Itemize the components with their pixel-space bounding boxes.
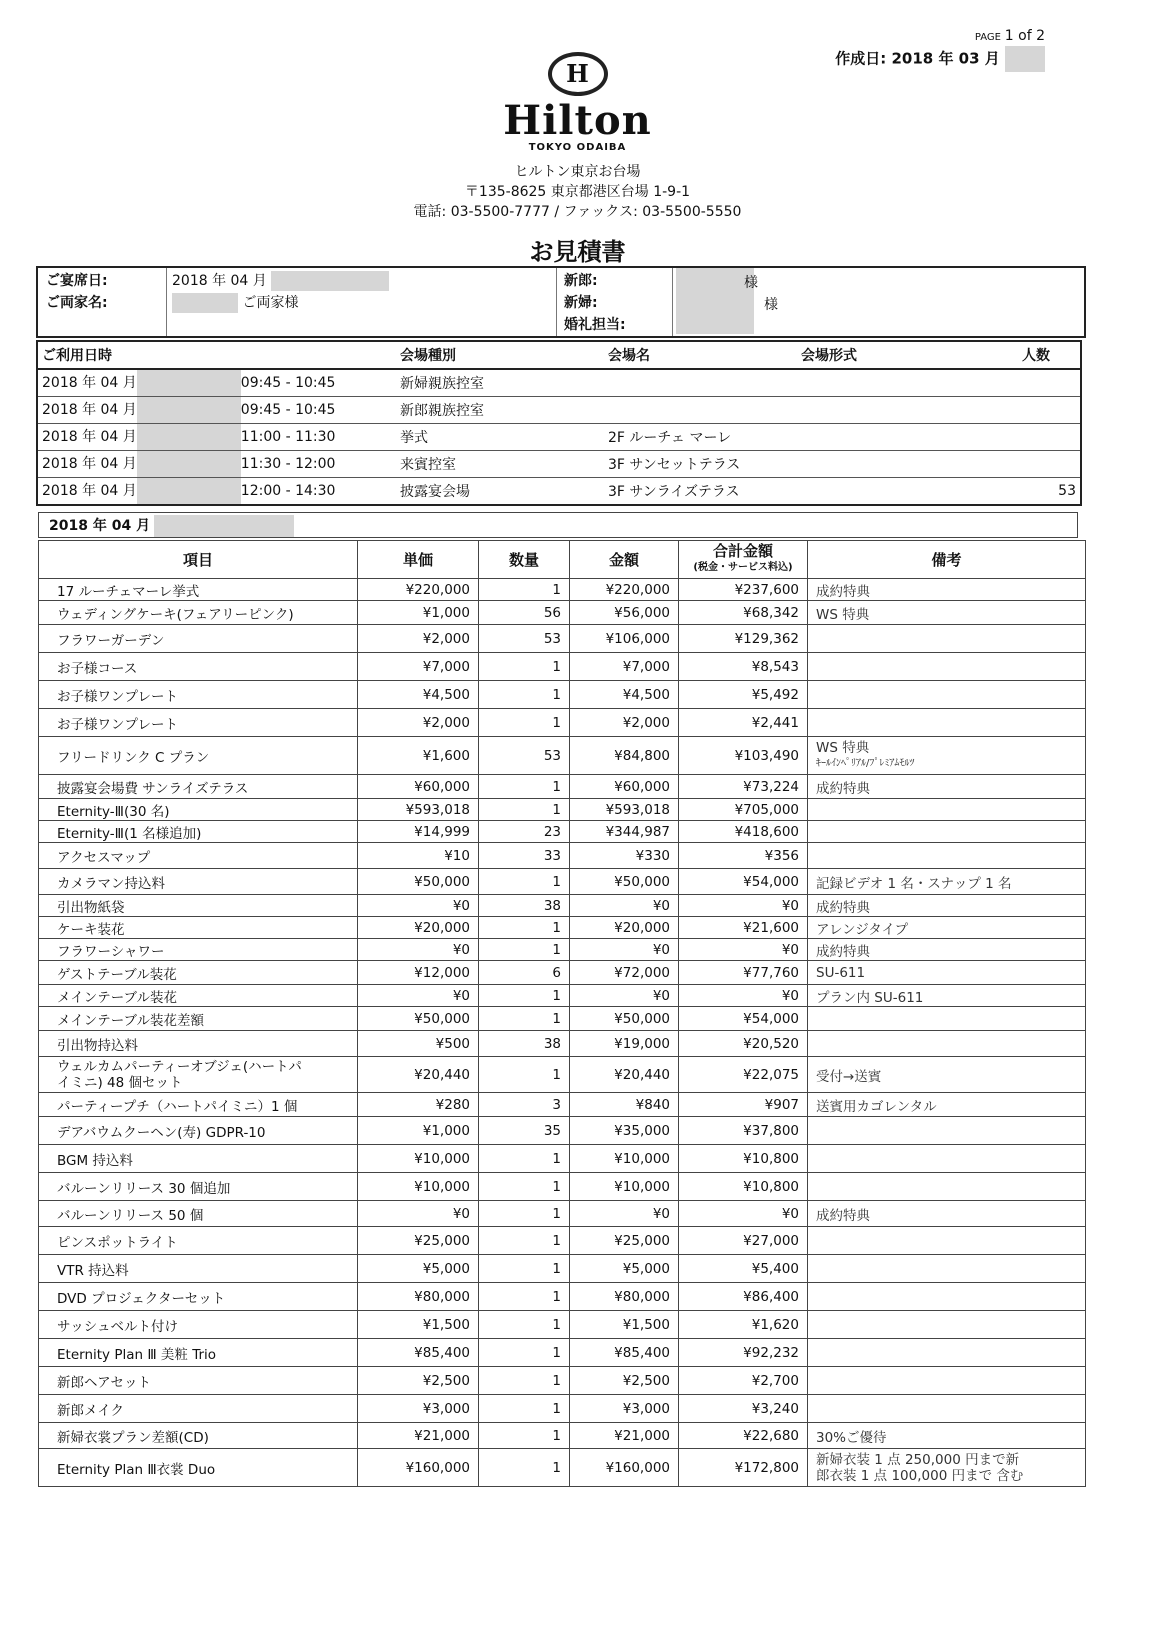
note-cell: 送賓用カゴレンタル — [808, 1093, 1086, 1117]
quantity-cell: 1 — [479, 579, 570, 601]
note-cell: 成約特典 — [808, 895, 1086, 917]
note-cell — [808, 1255, 1086, 1283]
total-cell: ¥0 — [679, 985, 808, 1007]
item-cell: ウェディングケーキ(フェアリーピンク) — [39, 601, 358, 625]
schedule-header-row — [37, 341, 1081, 369]
total-cell: ¥22,075 — [679, 1057, 808, 1093]
item-cell: 新婦衣裳プラン差額(CD) — [39, 1423, 358, 1449]
quantity-cell: 1 — [479, 917, 570, 939]
unit-price-cell: ¥10,000 — [358, 1173, 479, 1201]
table-row — [39, 601, 1086, 625]
total-cell: ¥8,543 — [679, 653, 808, 681]
item-cell: バルーンリリース 50 個 — [39, 1201, 358, 1227]
quantity-cell: 38 — [479, 1031, 570, 1057]
unit-price-cell: ¥10 — [358, 843, 479, 869]
total-cell: ¥705,000 — [679, 799, 808, 821]
amount-cell: ¥50,000 — [570, 1007, 679, 1031]
note-cell — [808, 1117, 1086, 1145]
item-cell: ウェルカムパーティーオブジェ(ハートパ イミニ) 48 個セット — [39, 1057, 358, 1093]
venue-schedule-table — [36, 340, 1082, 506]
item-cell: お子様ワンプレート — [39, 681, 358, 709]
col-guest-count: 人数 — [995, 341, 1081, 369]
total-cell: ¥0 — [679, 939, 808, 961]
note-cell — [808, 1007, 1086, 1031]
schedule-row: 2018 年 04 月 09:45 - 10:45 新郎親族控室 — [37, 397, 1081, 424]
amount-cell: ¥106,000 — [570, 625, 679, 653]
bride-label: 新婦: — [564, 295, 598, 311]
note-cell — [808, 799, 1086, 821]
amount-cell: ¥220,000 — [570, 579, 679, 601]
amount-cell: ¥0 — [570, 985, 679, 1007]
items-header-row — [39, 541, 1086, 579]
quantity-cell: 23 — [479, 821, 570, 843]
item-cell: フリードリンク C プラン — [39, 737, 358, 775]
note-cell — [808, 1367, 1086, 1395]
table-row — [39, 1395, 1086, 1423]
table-row — [39, 737, 1086, 775]
family-name-value: ご両家様 — [172, 292, 552, 314]
total-cell: ¥356 — [679, 843, 808, 869]
table-row — [39, 985, 1086, 1007]
item-cell: バルーンリリース 30 個追加 — [39, 1173, 358, 1201]
table-row — [39, 917, 1086, 939]
amount-cell: ¥2,500 — [570, 1367, 679, 1395]
table-row — [39, 653, 1086, 681]
table-row — [39, 939, 1086, 961]
quantity-cell: 1 — [479, 985, 570, 1007]
hotel-address: 〒135-8625 東京都港区台場 1-9-1 — [464, 184, 691, 200]
table-row — [39, 579, 1086, 601]
hilton-mark-icon: H — [548, 52, 608, 96]
unit-price-cell: ¥593,018 — [358, 799, 479, 821]
item-cell: Eternity Plan Ⅲ 美粧 Trio — [39, 1339, 358, 1367]
quantity-cell: 3 — [479, 1093, 570, 1117]
quantity-cell: 53 — [479, 625, 570, 653]
quantity-cell: 35 — [479, 1117, 570, 1145]
unit-price-cell: ¥10,000 — [358, 1145, 479, 1173]
quantity-cell: 1 — [479, 939, 570, 961]
note-cell — [808, 1311, 1086, 1339]
table-row — [39, 895, 1086, 917]
total-cell: ¥54,000 — [679, 1007, 808, 1031]
total-cell: ¥77,760 — [679, 961, 808, 985]
quantity-cell: 1 — [479, 1173, 570, 1201]
unit-price-cell: ¥50,000 — [358, 869, 479, 895]
items-month-header: 2018 年 04 月 — [38, 512, 1078, 538]
amount-cell: ¥56,000 — [570, 601, 679, 625]
note-cell — [808, 709, 1086, 737]
table-row — [39, 1255, 1086, 1283]
amount-cell: ¥60,000 — [570, 775, 679, 799]
amount-cell: ¥5,000 — [570, 1255, 679, 1283]
table-row — [39, 1007, 1086, 1031]
banquet-date-label: ご宴席日: — [46, 273, 108, 289]
note-cell — [808, 843, 1086, 869]
unit-price-cell: ¥20,440 — [358, 1057, 479, 1093]
col-amount: 金額 — [570, 541, 679, 579]
total-cell: ¥73,224 — [679, 775, 808, 799]
note-cell: WS 特典 ｷｰﾙｲﾝﾍﾟﾘｱﾙ/ﾌﾟﾚﾐｱﾑﾓﾙﾂ — [808, 737, 1086, 775]
table-row — [39, 681, 1086, 709]
table-row — [39, 1117, 1086, 1145]
col-venue-type: 会場種別 — [396, 341, 604, 369]
item-cell: メインテーブル装花差額 — [39, 1007, 358, 1031]
amount-cell: ¥10,000 — [570, 1145, 679, 1173]
customer-info-box — [36, 266, 1086, 338]
quantity-cell: 1 — [479, 1201, 570, 1227]
total-cell: ¥2,441 — [679, 709, 808, 737]
total-cell: ¥54,000 — [679, 869, 808, 895]
note-cell: プラン内 SU-611 — [808, 985, 1086, 1007]
item-cell: Eternity-Ⅲ(1 名様追加) — [39, 821, 358, 843]
amount-cell: ¥20,440 — [570, 1057, 679, 1093]
quantity-cell: 1 — [479, 1395, 570, 1423]
total-cell: ¥2,700 — [679, 1367, 808, 1395]
item-cell: 引出物持込料 — [39, 1031, 358, 1057]
item-cell: 引出物紙袋 — [39, 895, 358, 917]
col-datetime: ご利用日時 — [37, 341, 396, 369]
note-cell — [808, 1031, 1086, 1057]
total-cell: ¥20,520 — [679, 1031, 808, 1057]
quantity-cell: 1 — [479, 1423, 570, 1449]
total-cell: ¥103,490 — [679, 737, 808, 775]
table-row — [39, 869, 1086, 895]
col-quantity: 数量 — [479, 541, 570, 579]
quantity-cell: 6 — [479, 961, 570, 985]
item-cell: デアバウムクーヘン(寿) GDPR-10 — [39, 1117, 358, 1145]
note-cell: 受付→送賓 — [808, 1057, 1086, 1093]
amount-cell: ¥3,000 — [570, 1395, 679, 1423]
note-cell — [808, 653, 1086, 681]
item-cell: カメラマン持込料 — [39, 869, 358, 895]
amount-cell: ¥1,500 — [570, 1311, 679, 1339]
total-cell: ¥37,800 — [679, 1117, 808, 1145]
note-cell — [808, 681, 1086, 709]
note-cell — [808, 1145, 1086, 1173]
table-row — [39, 1145, 1086, 1173]
table-row — [39, 1449, 1086, 1487]
amount-cell: ¥84,800 — [570, 737, 679, 775]
item-cell: 17 ルーチェマーレ挙式 — [39, 579, 358, 601]
quantity-cell: 56 — [479, 601, 570, 625]
quantity-cell: 1 — [479, 653, 570, 681]
bride-value: 様 — [764, 297, 778, 313]
item-cell: アクセスマップ — [39, 843, 358, 869]
quantity-cell: 1 — [479, 869, 570, 895]
quantity-cell: 1 — [479, 1283, 570, 1311]
table-row — [39, 625, 1086, 653]
logo-subtitle: TOKYO ODAIBA — [528, 142, 627, 153]
groom-label: 新郎: — [564, 273, 598, 289]
page-title: お見積書 — [529, 238, 626, 266]
col-item: 項目 — [39, 541, 358, 579]
note-cell: 記録ビデオ 1 名・スナップ 1 名 — [808, 869, 1086, 895]
unit-price-cell: ¥21,000 — [358, 1423, 479, 1449]
item-cell: ピンスポットライト — [39, 1227, 358, 1255]
quantity-cell: 1 — [479, 1227, 570, 1255]
quantity-cell: 1 — [479, 1311, 570, 1339]
unit-price-cell: ¥0 — [358, 1201, 479, 1227]
note-cell: 成約特典 — [808, 939, 1086, 961]
total-cell: ¥907 — [679, 1093, 808, 1117]
col-venue-style: 会場形式 — [797, 341, 995, 369]
quantity-cell: 1 — [479, 1339, 570, 1367]
table-row — [39, 1339, 1086, 1367]
created-date: 作成日: 2018 年 03 月 — [835, 46, 1045, 72]
amount-cell: ¥330 — [570, 843, 679, 869]
quantity-cell: 1 — [479, 1449, 570, 1487]
amount-cell: ¥80,000 — [570, 1283, 679, 1311]
unit-price-cell: ¥220,000 — [358, 579, 479, 601]
quantity-cell: 38 — [479, 895, 570, 917]
unit-price-cell: ¥25,000 — [358, 1227, 479, 1255]
unit-price-cell: ¥160,000 — [358, 1449, 479, 1487]
item-cell: お子様コース — [39, 653, 358, 681]
unit-price-cell: ¥3,000 — [358, 1395, 479, 1423]
schedule-row: 2018 年 04 月 12:00 - 14:30 披露宴会場 3F サンライズテラス 53 — [37, 478, 1081, 506]
unit-price-cell: ¥500 — [358, 1031, 479, 1057]
note-cell: 成約特典 — [808, 1201, 1086, 1227]
unit-price-cell: ¥2,000 — [358, 709, 479, 737]
quantity-cell: 1 — [479, 1255, 570, 1283]
banquet-date-value: 2018 年 04 月 — [172, 270, 552, 292]
item-cell: DVD プロジェクターセット — [39, 1283, 358, 1311]
quantity-cell: 33 — [479, 843, 570, 869]
note-cell — [808, 1227, 1086, 1255]
amount-cell: ¥160,000 — [570, 1449, 679, 1487]
table-row — [39, 1201, 1086, 1227]
total-cell: ¥237,600 — [679, 579, 808, 601]
item-cell: フラワーシャワー — [39, 939, 358, 961]
total-cell: ¥3,240 — [679, 1395, 808, 1423]
total-cell: ¥1,620 — [679, 1311, 808, 1339]
note-cell: WS 特典 — [808, 601, 1086, 625]
note-cell — [808, 1339, 1086, 1367]
amount-cell: ¥0 — [570, 939, 679, 961]
quantity-cell: 1 — [479, 1007, 570, 1031]
quantity-cell: 1 — [479, 1145, 570, 1173]
amount-cell: ¥2,000 — [570, 709, 679, 737]
item-cell: Eternity-Ⅲ(30 名) — [39, 799, 358, 821]
item-cell: サッシュベルト付け — [39, 1311, 358, 1339]
note-cell — [808, 821, 1086, 843]
table-row — [39, 799, 1086, 821]
note-cell: 成約特典 — [808, 579, 1086, 601]
table-row — [39, 1423, 1086, 1449]
table-row — [39, 1057, 1086, 1093]
amount-cell: ¥840 — [570, 1093, 679, 1117]
item-cell: メインテーブル装花 — [39, 985, 358, 1007]
total-cell: ¥68,342 — [679, 601, 808, 625]
unit-price-cell: ¥0 — [358, 985, 479, 1007]
amount-cell: ¥85,400 — [570, 1339, 679, 1367]
note-cell: 成約特典 — [808, 775, 1086, 799]
total-cell: ¥418,600 — [679, 821, 808, 843]
quantity-cell: 1 — [479, 1367, 570, 1395]
unit-price-cell: ¥1,500 — [358, 1311, 479, 1339]
quantity-cell: 1 — [479, 1057, 570, 1093]
schedule-row: 2018 年 04 月 11:30 - 12:00 来賓控室 3F サンセットテラス — [37, 451, 1081, 478]
unit-price-cell: ¥50,000 — [358, 1007, 479, 1031]
item-cell: VTR 持込料 — [39, 1255, 358, 1283]
item-cell: 披露宴会場費 サンライズテラス — [39, 775, 358, 799]
unit-price-cell: ¥5,000 — [358, 1255, 479, 1283]
total-cell: ¥10,800 — [679, 1173, 808, 1201]
amount-cell: ¥50,000 — [570, 869, 679, 895]
unit-price-cell: ¥4,500 — [358, 681, 479, 709]
total-cell: ¥27,000 — [679, 1227, 808, 1255]
amount-cell: ¥593,018 — [570, 799, 679, 821]
amount-cell: ¥21,000 — [570, 1423, 679, 1449]
amount-cell: ¥10,000 — [570, 1173, 679, 1201]
total-cell: ¥5,492 — [679, 681, 808, 709]
item-cell: お子様ワンプレート — [39, 709, 358, 737]
estimate-items-table — [38, 540, 1086, 1487]
item-cell: 新郎メイク — [39, 1395, 358, 1423]
note-cell — [808, 1173, 1086, 1201]
amount-cell: ¥344,987 — [570, 821, 679, 843]
unit-price-cell: ¥2,500 — [358, 1367, 479, 1395]
item-cell: ケーキ装花 — [39, 917, 358, 939]
quantity-cell: 1 — [479, 681, 570, 709]
amount-cell: ¥4,500 — [570, 681, 679, 709]
schedule-row: 2018 年 04 月 11:00 - 11:30 挙式 2F ルーチェ マーレ — [37, 424, 1081, 451]
total-cell: ¥0 — [679, 895, 808, 917]
hotel-phone: 電話: 03-5500-7777 / ファックス: 03-5500-5550 — [413, 204, 742, 220]
item-cell: フラワーガーデン — [39, 625, 358, 653]
amount-cell: ¥35,000 — [570, 1117, 679, 1145]
total-cell: ¥129,362 — [679, 625, 808, 653]
unit-price-cell: ¥1,000 — [358, 601, 479, 625]
amount-cell: ¥0 — [570, 895, 679, 917]
unit-price-cell: ¥85,400 — [358, 1339, 479, 1367]
quantity-cell: 1 — [479, 799, 570, 821]
col-notes: 備考 — [808, 541, 1086, 579]
total-cell: ¥5,400 — [679, 1255, 808, 1283]
quantity-cell: 1 — [479, 709, 570, 737]
table-row — [39, 1031, 1086, 1057]
total-cell: ¥92,232 — [679, 1339, 808, 1367]
note-cell — [808, 1283, 1086, 1311]
family-name-label: ご両家名: — [46, 295, 108, 311]
unit-price-cell: ¥12,000 — [358, 961, 479, 985]
table-row — [39, 821, 1086, 843]
note-cell — [808, 1395, 1086, 1423]
quantity-cell: 1 — [479, 775, 570, 799]
amount-cell: ¥72,000 — [570, 961, 679, 985]
table-row — [39, 1311, 1086, 1339]
amount-cell: ¥0 — [570, 1201, 679, 1227]
item-cell: BGM 持込料 — [39, 1145, 358, 1173]
unit-price-cell: ¥1,000 — [358, 1117, 479, 1145]
schedule-row: 2018 年 04 月 09:45 - 10:45 新婦親族控室 — [37, 369, 1081, 397]
table-row — [39, 961, 1086, 985]
table-row — [39, 1093, 1086, 1117]
amount-cell: ¥20,000 — [570, 917, 679, 939]
table-row — [39, 1227, 1086, 1255]
table-row — [39, 1367, 1086, 1395]
table-row — [39, 843, 1086, 869]
note-cell: 新婦衣装 1 点 250,000 円まで新 郎衣装 1 点 100,000 円まで 含む — [808, 1449, 1086, 1487]
item-cell: ゲストテーブル装花 — [39, 961, 358, 985]
table-row — [39, 775, 1086, 799]
total-cell: ¥172,800 — [679, 1449, 808, 1487]
unit-price-cell: ¥14,999 — [358, 821, 479, 843]
total-cell: ¥0 — [679, 1201, 808, 1227]
unit-price-cell: ¥0 — [358, 939, 479, 961]
amount-cell: ¥19,000 — [570, 1031, 679, 1057]
unit-price-cell: ¥2,000 — [358, 625, 479, 653]
groom-value: 様 — [744, 275, 758, 291]
table-row — [39, 1283, 1086, 1311]
logo-name: Hilton — [503, 97, 652, 144]
item-cell: パーティープチ（ハートパイミニ）1 個 — [39, 1093, 358, 1117]
hotel-name: ヒルトン東京お台場 — [514, 164, 641, 180]
unit-price-cell: ¥20,000 — [358, 917, 479, 939]
col-total: 合計金額 (税金・サービス料込) — [679, 541, 808, 579]
table-row — [39, 1173, 1086, 1201]
unit-price-cell: ¥1,600 — [358, 737, 479, 775]
note-cell: 30%ご優待 — [808, 1423, 1086, 1449]
note-cell: SU-611 — [808, 961, 1086, 985]
planner-label: 婚礼担当: — [564, 317, 626, 333]
total-cell: ¥86,400 — [679, 1283, 808, 1311]
total-cell: ¥21,600 — [679, 917, 808, 939]
unit-price-cell: ¥60,000 — [358, 775, 479, 799]
unit-price-cell: ¥80,000 — [358, 1283, 479, 1311]
note-cell: アレンジタイプ — [808, 917, 1086, 939]
unit-price-cell: ¥7,000 — [358, 653, 479, 681]
unit-price-cell: ¥280 — [358, 1093, 479, 1117]
hilton-logo — [0, 52, 1155, 153]
item-cell: Eternity Plan Ⅲ衣裳 Duo — [39, 1449, 358, 1487]
col-venue-name: 会場名 — [604, 341, 797, 369]
item-cell: 新郎ヘアセット — [39, 1367, 358, 1395]
col-unit-price: 単価 — [358, 541, 479, 579]
table-row — [39, 709, 1086, 737]
page-number: PAGE 1 of 2 — [974, 28, 1045, 44]
note-cell — [808, 625, 1086, 653]
quantity-cell: 53 — [479, 737, 570, 775]
unit-price-cell: ¥0 — [358, 895, 479, 917]
amount-cell: ¥7,000 — [570, 653, 679, 681]
total-cell: ¥22,680 — [679, 1423, 808, 1449]
amount-cell: ¥25,000 — [570, 1227, 679, 1255]
total-cell: ¥10,800 — [679, 1145, 808, 1173]
